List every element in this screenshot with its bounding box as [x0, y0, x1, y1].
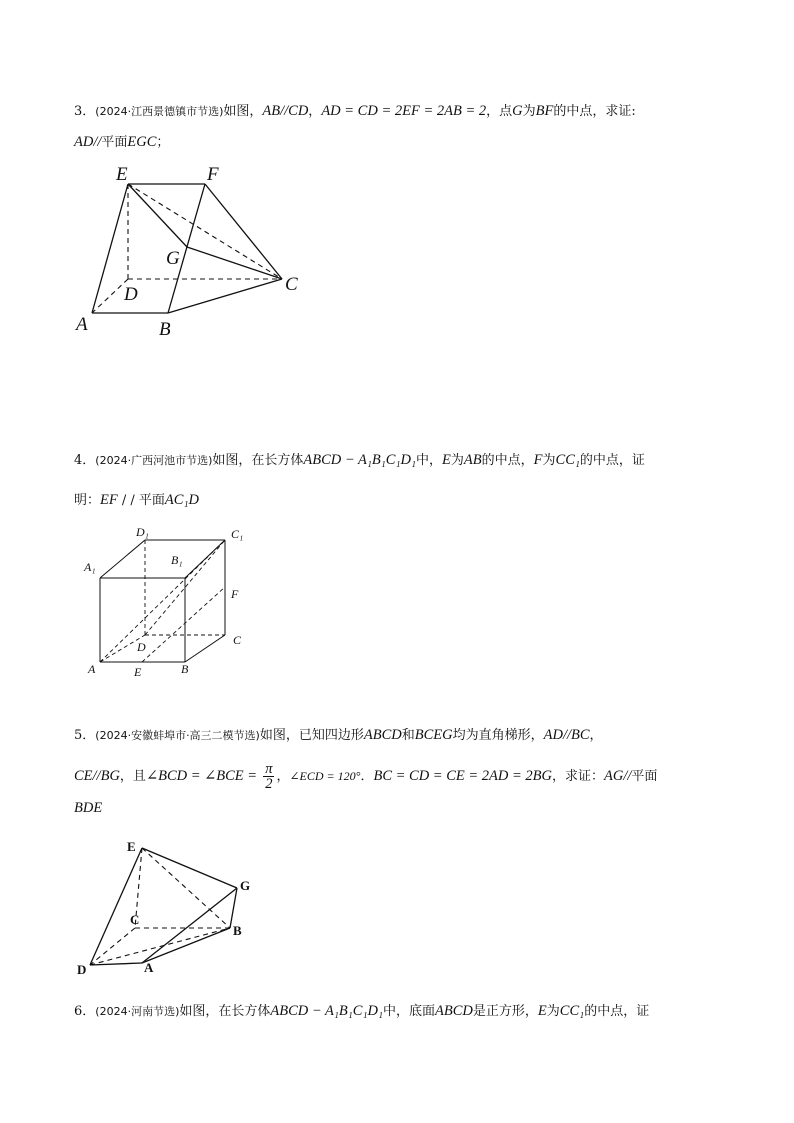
- problem-5-line-2: CE//BG，且∠BCD = ∠BCE = $\frac{\pi}{2}$ ，∠ECD = 120°．BC = CD = CE = 2AD = 2BG，求证：AG//平面: [74, 761, 658, 792]
- problem-source: (2024·江西景德镇市节选): [95, 105, 224, 118]
- label-A1: A₁: [84, 560, 96, 574]
- label-G: G: [166, 248, 180, 269]
- label-D1: D₁: [136, 525, 149, 539]
- label-D: D: [137, 640, 146, 654]
- problem-6-line-1: 6．(2024·河南节选)如图，在长方体ABCD − A₁B₁C₁D₁中，底面ABCD是正方形，E为CC₁的中点，证: [74, 1003, 650, 1019]
- problem-number: 3．: [74, 104, 96, 119]
- label-B: B: [159, 319, 171, 340]
- label-A: A: [88, 662, 96, 676]
- label-C: C: [233, 633, 242, 647]
- label-B: B: [181, 662, 189, 676]
- label-G: G: [240, 878, 251, 893]
- label-D: D: [77, 962, 87, 977]
- label-A: A: [76, 314, 88, 335]
- problem-5-line-1: 5．(2024·安徽蚌埠市·高三二模节选)如图，已知四边形ABCD和BCEG均为直角梯形，AD//BC，: [74, 727, 603, 743]
- problem-3-line-2: AD//平面EGC；: [74, 134, 170, 150]
- label-C1: C₁: [231, 527, 244, 541]
- fraction-pi-over-2: $\frac{\pi}{2}$: [265, 761, 273, 792]
- label-D: D: [124, 284, 138, 305]
- label-F: F: [207, 164, 219, 185]
- math-expression: AD = CD = 2EF = 2AB = 2: [321, 103, 487, 119]
- label-F: F: [231, 587, 239, 601]
- label-E: E: [127, 839, 136, 854]
- label-E: E: [134, 665, 142, 679]
- problem-5-line-3: BDE: [74, 800, 103, 816]
- problem-4-line-2: 明：EF / / 平面AC₁D: [74, 492, 199, 508]
- label-A: A: [144, 960, 154, 975]
- label-B1: B₁: [171, 553, 183, 567]
- problem-4-line-1: 4．(2024·广西河池市节选)如图，在长方体ABCD − A₁B₁C₁D₁中，E为AB的中点，F为CC₁的中点，证: [74, 452, 645, 468]
- math-expression: AB//CD: [262, 103, 309, 119]
- label-B: B: [233, 923, 242, 938]
- label-C: C: [130, 912, 140, 927]
- label-C: C: [285, 274, 298, 295]
- label-E: E: [116, 164, 128, 185]
- problem-3-line-1: 3．(2024·江西景德镇市节选)如图，AB//CD，AD = CD = 2EF = 2AB = 2，点G为BF的中点，求证:: [74, 103, 636, 119]
